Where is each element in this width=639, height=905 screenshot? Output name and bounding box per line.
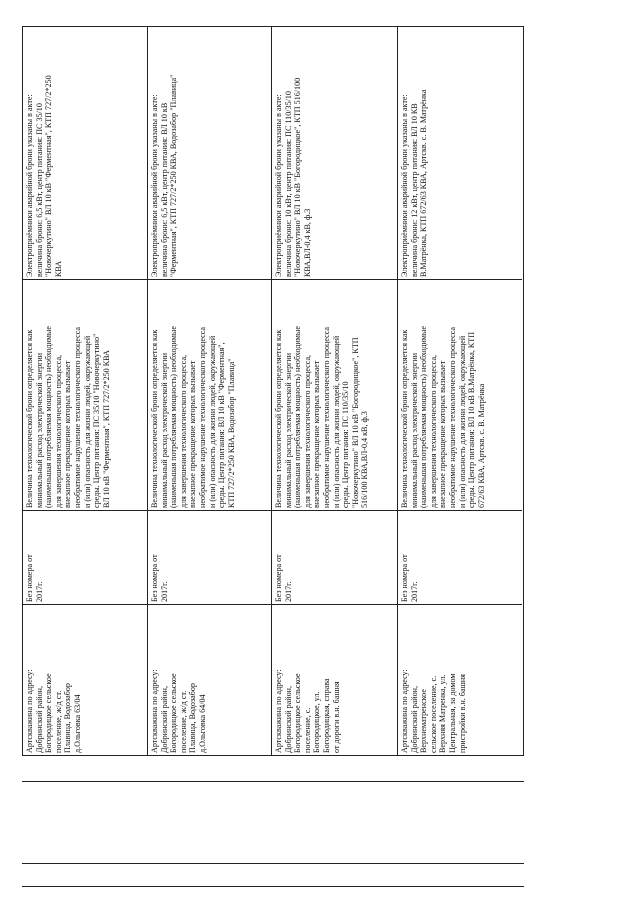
power-cell [148, 27, 271, 279]
table-row [23, 27, 147, 755]
criterion-text: Величина технологической брони определяется как минимальный расход электрической энергии (наименьшая потребляемая мощность) необходимые для завершения технологического процесса, внезапное прекращение которых вызывает необратимое нарушение технологического процесса и (или) опасность для жизни людей, окружающей среды. Центр питания: ПС 110/35/10 "Новочеркутино" ВЛ 10 кВ "Богородицкое", КТП 516/100 КВА,ВЛ-0,4 кВ, ф.3 [274, 326, 370, 508]
criterion-cell [398, 280, 522, 510]
document-text: Без номера от 2017г. [25, 554, 44, 602]
criterion-cell [23, 280, 147, 510]
divider-line [22, 781, 524, 782]
reservation-table [22, 26, 524, 756]
document-cell [148, 511, 271, 604]
criterion-cell [148, 280, 271, 510]
power-cell [23, 27, 147, 279]
table-row [271, 27, 397, 755]
address-cell [272, 605, 397, 755]
document-text: Без номера от 2017г. [274, 554, 293, 602]
power-cell [398, 27, 522, 279]
power-text: Электроприёмники аварийной брони указаны в акте: величина брони: 10 кВт, центр питания: ПС 110/35/10 "Новочеркутино" ВЛ 10 кВ "Богородицкое", КТП 516/100 КВА,ВЛ-0,4 кВ, ф.3 [274, 77, 312, 277]
document-cell [398, 511, 522, 604]
power-text: Электроприёмники аварийной брони указаны в акте: величина брони: 12 кВт, центр питания: ВЛ 10 КВ В.Матрёнка, КТП 672/63 КВА, Артскв. с. В. Матрёнка [400, 89, 429, 277]
power-cell [272, 27, 397, 279]
criterion-text: Величина технологической брони определяется как минимальный расход электрической энергии (наименьшая потребляемая мощность) необходимые для завершения технологического процесса, внезапное прекращение которых вызывает необратимое нарушение технологического процесса и (или) опасность для жизни людей, окружающей среды. Центр питания: ВЛ 10 кВ В.Матрёнка, КТП 672/63 КВА, Артскв. с. В. Матрёнка [400, 326, 486, 508]
document-cell [272, 511, 397, 604]
criterion-text: Величина технологической брони определяется как минимальный расход электрической энергии (наименьшая потребляемая мощность) необходимые для завершения технологического процесса, внезапное прекращение которых вызывает необратимое нарушение технологического процесса и (или) опасность для жизни людей, окружающей среды. Центр питания: ПС 35/10 "Новочеркутино" ВЛ 10 кВ "Ферментная", КТП 727/2*250 КВА [25, 326, 111, 508]
power-text: Электроприёмники аварийной брони указаны в акте: величина брони: 6,5 кВт, центр питания: ВЛ 10 кВ "Ферментная", КТП 727/2*250 КВА, Водозабор "Плавица" [150, 74, 179, 277]
address-text: Артскважина по адресу: Добринский район, Верхнематренское сельское поселение, с. Верхняя Матренка, ул. Центральная, за домом пристройки в.н. башня [400, 669, 467, 753]
table-row [397, 27, 522, 755]
address-text: Артскважина по адресу: Добринский район, Богородицкое сельское поселение, ж/д ст. Плавица, Водозабор д.Ольговка 63/04 [25, 669, 82, 753]
address-cell [398, 605, 522, 755]
criterion-cell [272, 280, 397, 510]
address-cell [23, 605, 147, 755]
document-text: Без номера от 2017г. [400, 554, 419, 602]
document-cell [23, 511, 147, 604]
address-text: Артскважина по адресу: Добринский район, Богородицкое сельское поселение, с. Богородицкое, ул. Богородицкая, справа от дороги в.н. башня [274, 669, 341, 753]
power-text: Электроприёмники аварийной брони указаны в акте: величина брони: 6,5 кВт, центр питания: ПС 35/10 "Новочеркутино" ВЛ 10 кВ "Ферментная", КТП 727/2*250 КВА [25, 75, 63, 277]
address-cell [148, 605, 271, 755]
address-text: Артскважина по адресу: Добринский район, Богородицкое сельское поселение, ж/д ст. Плавица, Водозабор д.Ольговка 64/04 [150, 669, 207, 753]
divider-line [22, 863, 524, 864]
document-text: Без номера от 2017г. [150, 554, 169, 602]
criterion-text: Величина технологической брони определяется как минимальный расход электрической энергии (наименьшая потребляемая мощность) необходимые для завершения технологического процесса, внезапное прекращение которых вызывает необратимое нарушение технологического процесса и (или) опасность для жизни людей, окружающей среды. Центр питания: ВЛ 10 кВ "Ферментная", КТП 727/2*250 КВА, Водозабор "Плавица" [150, 326, 236, 508]
table-row [147, 27, 271, 755]
divider-line [22, 886, 524, 887]
